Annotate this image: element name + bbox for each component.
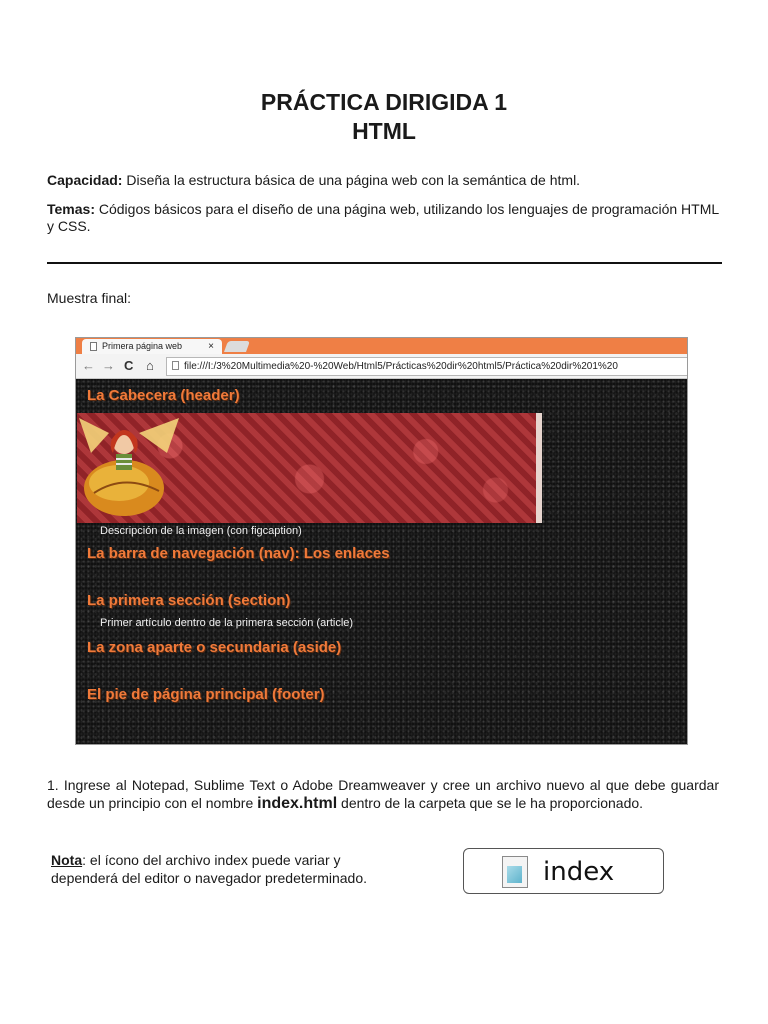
capacidad-text: Diseña la estructura básica de una página web con la semántica de html. [122, 172, 581, 188]
reload-icon: C [124, 358, 134, 373]
index-file-label: index [543, 857, 615, 887]
nav-heading: La barra de navegación (nav): Los enlaces [87, 545, 390, 562]
article-text: Primer artículo dentro de la primera sección (article) [100, 617, 354, 629]
instruction-text-before: 1. Ingrese al Notepad, Sublime Text o Adobe Dreamweaver y cree un archivo nuevo al que debe guardar desde un principio con el nombre [47, 777, 719, 811]
nota-label: Nota [51, 852, 83, 868]
temas-label: Temas: [47, 201, 95, 217]
address-bar-url: file:///I:/3%20Multimedia%20-%20Web/Html5/Prácticas%20dir%20html5/Práctica%20dir%201%20 [184, 361, 618, 372]
browser-tab [82, 339, 222, 354]
page-icon [172, 361, 179, 370]
nota-text: : el ícono del archivo index puede variar y dependerá del editor o navegador predeterminado. [51, 852, 368, 886]
muestra-final-label: Muestra final: [47, 290, 132, 306]
browser-screenshot [75, 337, 688, 745]
instruction-text-after: dentro de la carpeta que se le ha proporcionado. [337, 795, 644, 811]
aside-heading: La zona aparte o secundaria (aside) [87, 639, 342, 656]
browser-tab-title: Primera página web [102, 341, 183, 351]
new-tab-icon [224, 341, 250, 352]
header-banner-image [77, 413, 542, 523]
home-icon: ⌂ [146, 358, 154, 373]
footer-heading: El pie de página principal (footer) [87, 686, 325, 703]
instruction-filename: index.html [257, 795, 338, 812]
section-heading: La primera sección (section) [87, 592, 291, 609]
browser-tab-bar [76, 338, 687, 354]
browser-content [76, 379, 687, 745]
temas-paragraph [47, 201, 722, 235]
back-arrow-icon: ← [82, 358, 95, 373]
index-file-preview [463, 848, 664, 894]
document-title-line2: HTML [352, 118, 416, 144]
capacidad-label: Capacidad: [47, 172, 123, 188]
header-heading: La Cabecera (header) [87, 387, 240, 404]
close-icon: × [208, 341, 214, 352]
nota-paragraph [51, 851, 411, 887]
page-icon [90, 342, 97, 351]
document-title-line1: PRÁCTICA DIRIGIDA 1 [260, 89, 508, 115]
forward-arrow-icon: → [102, 358, 115, 373]
capacidad-paragraph [47, 172, 722, 189]
instruction-paragraph [47, 776, 719, 813]
horizontal-divider [47, 262, 722, 264]
browser-toolbar [76, 354, 687, 379]
address-bar [166, 357, 688, 376]
temas-text: Códigos básicos para el diseño de una página web, utilizando los lenguajes de programación HTML y CSS. [47, 201, 719, 234]
fairy-illustration [79, 413, 189, 523]
banner-torn-edge [536, 413, 542, 523]
figcaption-text: Descripción de la imagen (con figcaption) [100, 525, 302, 537]
file-icon [502, 856, 528, 888]
